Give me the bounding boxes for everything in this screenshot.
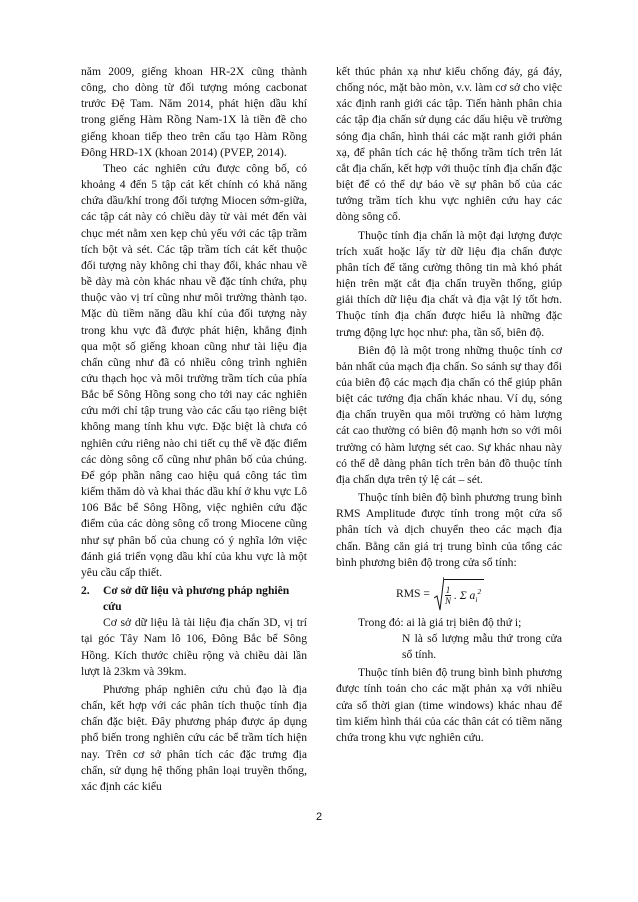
fraction-denominator: N	[444, 596, 451, 607]
left-column	[81, 64, 307, 795]
formula-lhs: RMS =	[396, 586, 430, 600]
section-number: 2.	[81, 584, 90, 597]
paragraph: Biên độ là một trong những thuộc tính cơ bản nhất của mạch địa chấn. So sánh sự thay đổi của biên độ các mạch địa chấn có thể giúp phân biệt các tướng địa chấn khác nhau. Ví dụ, sóng địa chấn truyền qua môi trường có hàm lượng cát cao thường có biên độ mạnh hơn so với môi trường có hàm lượng sét cao. Sự khác nhau này có thể dễ dàng phân tích trên bản đồ thuộc tính địa chấn dựa trên tỷ lệ cát – sét.	[336, 343, 562, 486]
paragraph: năm 2009, giếng khoan HR-2X cũng thành công, cho dòng từ đối tượng móng cacbonat trước Đệ Tam. Năm 2014, phát hiện dầu khí trong giếng Hàm Rồng Nam-1X là tiền đề cho giếng khoan tiếp theo trên cấu tạo Hàm Rồng Đông HRD-1X (khoan 2014) (PVEP, 2014).	[81, 65, 307, 159]
fraction-numerator: 1	[445, 585, 451, 596]
superscript: 2	[477, 586, 482, 596]
subscript: i	[475, 594, 478, 604]
formula-legend: N là số lượng mẫu thứ trong cửa sổ tính.	[402, 632, 562, 662]
rms-formula	[396, 575, 562, 613]
radicand	[444, 579, 484, 612]
radical-icon	[434, 576, 444, 612]
page-number: 2	[315, 811, 323, 823]
right-column	[336, 64, 562, 746]
paragraph: Thuộc tính địa chấn là một đại lượng được trích xuất hoặc lấy từ dữ liệu địa chấn được phân tích để tăng cường thông tin mà khó phát hiện trên mặt cắt địa chấn truyền thống, giúp giải thích dữ liệu địa chất và địa vật lý tốt hơn. Thuộc tính địa chấn được hiểu là những đặc trưng động lực học như: pha, tần số, biên độ.	[336, 228, 562, 339]
square-root	[434, 576, 484, 612]
formula-legend: Trong đó: ai là giá trị biên độ thứ i;	[358, 615, 522, 629]
section-heading	[81, 583, 307, 615]
paragraph: Thuộc tính biên độ bình phương trung bình RMS Amplitude được tính trong một cửa sổ phân tích và dịch chuyển theo các mạch địa chấn. Bằng căn giá trị trung bình của tổng các bình phương biên độ trong cửa sổ tính:	[336, 491, 562, 569]
sum-term	[454, 584, 481, 608]
paragraph: kết thúc phản xạ như kiểu chống đáy, gá đáy, chống nóc, mặt bào mòn, v.v. làm cơ sở cho việc xác định ranh giới các tập. Tiến hành phân chia các tập địa chấn sử dụng các dấu hiệu về trường sóng địa chấn, hình thái các mặt ranh giới phản xạ, để phân tích các hệ thống trầm tích trên lát cắt địa chấn, kết hợp với thuộc tính địa chấn đặc biệt để có thể dự báo về sự phân bố của các tướng trầm tích khu vực nghiên cứu hay các dòng sông cổ.	[336, 65, 562, 224]
paragraph: Phương pháp nghiên cứu chủ đạo là địa chấn, kết hợp với các phân tích thuộc tính địa chấn đặc biệt. Đây phương pháp được áp dụng phổ biến trong nghiên cứu các bể trầm tích hiện nay. Trên cơ sở phân tích các đặc trưng địa chấn, sử dụng hệ thống phân loại truyền thống, xác định các kiểu	[81, 682, 307, 793]
fraction	[445, 585, 451, 606]
paragraph: Theo các nghiên cứu được công bố, có khoảng 4 đến 5 tập cát kết chính có khả năng chứa dầu/khí trong đối tượng Miocen sớm-giữa, các tập cát này có chiều dày từ vài mét đến vài chục mét nằm xen kẹp chủ yếu với các tập trầm tích bột và sét. Các tập trầm tích cát kết thuộc đối tượng này không chỉ thay đổi, khác nhau về bề dày mà còn khác nhau về đặc tính chứa, phụ thuộc vào vị trí cũng như môi trường thành tạo. Mặc dù tiềm năng dầu khí của đối tượng này trong khu vực đã được phát hiện, khẳng định qua một số giếng khoan cũng như tài liệu địa chấn cũng như đã có nhiều công trình nghiên cứu thạch học và môi trường trầm tích của phía Bắc bể Sông Hồng song cho tới nay các nghiên cứu mới chỉ tập trung vào các cấu tạo riêng biệt không mang tính khu vực. Đặc biệt là chưa có nghiên cứu riêng nào chi tiết cụ thể về đặc điểm các dòng sông cổ cũng như phân bố của chúng. Để góp phần nâng cao hiệu quả công tác tìm kiếm thăm dò và khai thác dầu khí ở khu vực Lô 106 Bắc bể Sông Hồng, việc nghiên cứu đặc điểm của các dòng sông cổ trong Miocene cũng như sự phân bố của chung có ý nghĩa lớn việc đánh giá triển vọng dầu khí của khu vực là một yêu cầu cấp thiết.	[81, 161, 307, 579]
paragraph: Thuộc tính biên độ trung bình bình phương được tính toán cho các mặt phản xạ với nhiều cửa sổ thời gian (time windows) khác nhau để tìm kiếm hình thái của các thân cát có tiềm năng chứa trong khu vực nghiên cứu.	[336, 666, 562, 744]
paragraph: Cơ sở dữ liệu là tài liệu địa chấn 3D, vị trí tại góc Tây Nam lô 106, Đông Bắc bể Sông Hồng. Kích thước chiều rộng và chiều dài lần lượt là 23km và 39km.	[81, 616, 307, 678]
sum-symbol: . Σ a	[453, 588, 476, 602]
section-title: Cơ sở dữ liệu và phương pháp nghiên cứu	[103, 584, 290, 614]
